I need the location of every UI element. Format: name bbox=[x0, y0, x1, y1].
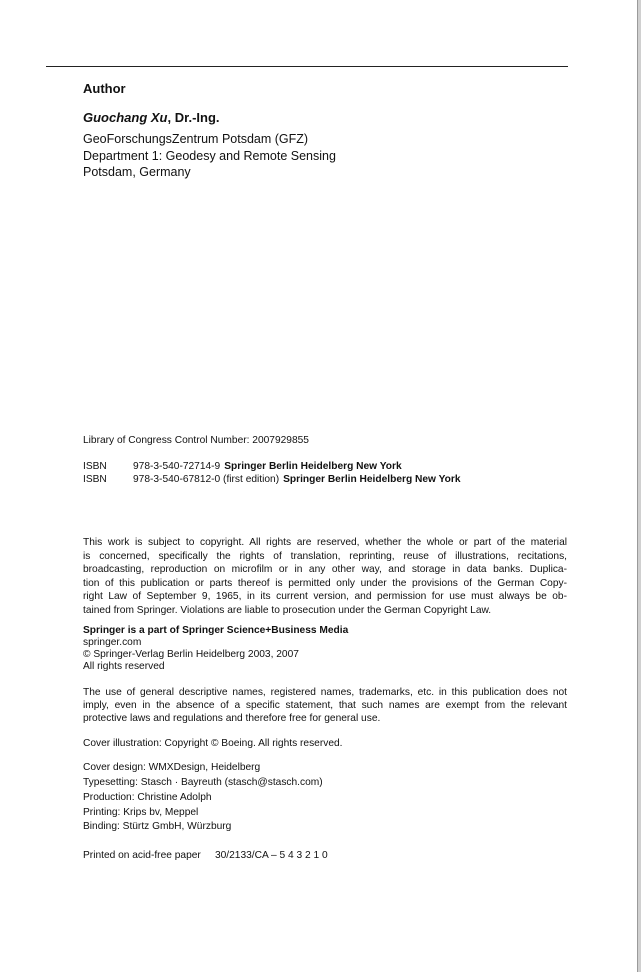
springer-part-of: Springer is a part of Springer Science+Business Media bbox=[83, 625, 349, 636]
top-rule bbox=[46, 66, 568, 67]
isbn-label: ISBN bbox=[83, 461, 107, 472]
author-heading: Author bbox=[83, 81, 126, 96]
springer-copyright: © Springer-Verlag Berlin Heidelberg 2003, 2007 bbox=[83, 649, 299, 660]
copyright-line: This work is subject to copyright. All rights are reserved, whether the whole or part of the material bbox=[83, 537, 567, 548]
credit-line: Printing: Krips bv, Meppel bbox=[83, 807, 199, 818]
copyright-line: right Law of September 9, 1965, in its current version, and permission for use must always be ob- bbox=[83, 591, 567, 602]
rights-reserved: All rights reserved bbox=[83, 661, 165, 672]
isbn-publisher: Springer Berlin Heidelberg New York bbox=[224, 461, 402, 472]
copyright-line: tained from Springer. Violations are liable to prosecution under the German Copyright Law. bbox=[83, 605, 492, 616]
author-name: Guochang Xu bbox=[83, 110, 168, 125]
isbn-label: ISBN bbox=[83, 474, 107, 485]
affiliation-line: Potsdam, Germany bbox=[83, 165, 191, 179]
affiliation-line: GeoForschungsZentrum Potsdam (GFZ) bbox=[83, 132, 309, 146]
isbn-number: 978-3-540-72714-9 bbox=[133, 461, 221, 472]
isbn-publisher: Springer Berlin Heidelberg New York bbox=[283, 474, 461, 485]
loc-control-number: Library of Congress Control Number: 2007929855 bbox=[83, 435, 309, 446]
names-notice-line: imply, even in the absence of a specific statement, that such names are exempt from the relevant bbox=[83, 700, 567, 711]
springer-url: springer.com bbox=[83, 637, 142, 648]
credit-line: Production: Christine Adolph bbox=[83, 792, 212, 803]
author-name-line bbox=[83, 110, 220, 125]
credit-line: Binding: Stürtz GmbH, Würzburg bbox=[83, 821, 232, 832]
copyright-line: broadcasting, reproduction on microfilm or in any other way, and storage in data banks. Duplica- bbox=[83, 564, 567, 575]
affiliation-line: Department 1: Geodesy and Remote Sensing bbox=[83, 149, 336, 163]
credit-line: Cover design: WMXDesign, Heidelberg bbox=[83, 762, 261, 773]
names-notice-line: The use of general descriptive names, registered names, trademarks, etc. in this publication does not bbox=[83, 687, 567, 698]
cover-illustration: Cover illustration: Copyright © Boeing. All rights reserved. bbox=[83, 738, 343, 749]
isbn-number: 978-3-540-67812-0 (first edition) bbox=[133, 474, 280, 485]
copyright-line: is concerned, specifically the rights of translation, reprinting, reuse of illustrations, recitations, bbox=[83, 551, 567, 562]
names-notice-line: protective laws and regulations and therefore free for general use. bbox=[83, 713, 381, 724]
copyright-line: tion of this publication or parts thereof is permitted only under the provisions of the German Copy- bbox=[83, 578, 567, 589]
author-title: , Dr.-Ing. bbox=[167, 110, 220, 125]
page-edge-shadow bbox=[637, 0, 641, 972]
printed-note: Printed on acid-free paper 30/2133/CA – 5 4 3 2 1 0 bbox=[83, 850, 328, 861]
isbn-row bbox=[83, 474, 461, 486]
isbn-row bbox=[83, 461, 402, 473]
credit-line: Typesetting: Stasch · Bayreuth (stasch@stasch.com) bbox=[83, 777, 323, 788]
